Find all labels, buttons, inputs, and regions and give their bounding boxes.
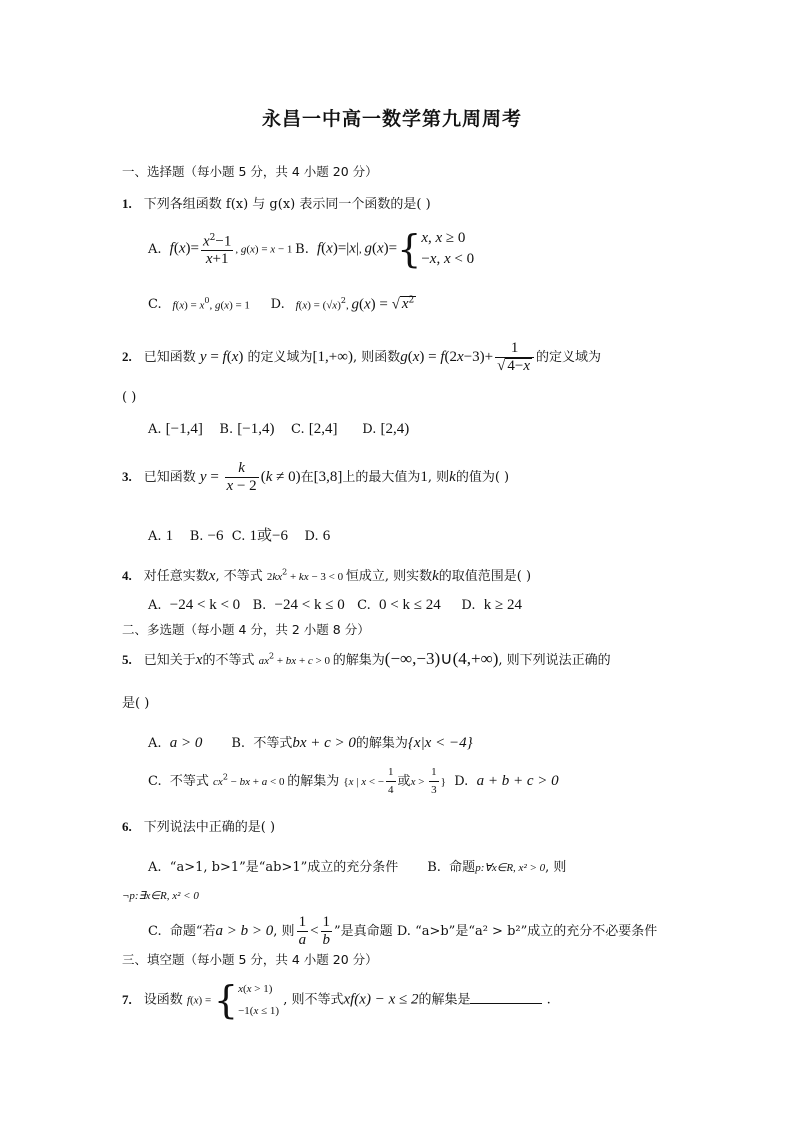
q1-a-formula: f xyxy=(169,240,174,257)
option-a-label: A. xyxy=(148,241,162,257)
question-number: 6. xyxy=(122,819,132,834)
question-2: 2. 已知函数 y = f(x) 的定义域为[1,+∞), 则函数g(x) = f(2x−3)+ $\frac{1}{√ 4-x}$ 的定义域为 xyxy=(122,340,602,374)
question-3: 3. 已知函数 y = $\frac{k}{x - 2}$ (k ≠ 0)在[3,8]上的最大值为1, 则k的值为( ) xyxy=(122,460,510,494)
option-b-value: −24 < k ≤ 0 xyxy=(274,597,345,613)
question-text: 已知函数 xyxy=(143,350,196,365)
option-a-label: A. xyxy=(148,598,162,613)
option-c-label: C. xyxy=(231,529,246,544)
option-d-label: D. xyxy=(270,297,285,313)
question-number: 3. xyxy=(122,469,132,484)
option-b-value: [−1,4) xyxy=(237,421,275,437)
option-a-value: a > 0 xyxy=(169,735,203,751)
option-d-label: D. xyxy=(362,422,377,437)
q6-options-ab: A. “a>1, b>1”是“ab>1”成立的充分条件 B. 命题p:∀x∈R, x² > 0, 则 xyxy=(148,860,567,875)
option-d-value: a + b + c > 0 xyxy=(476,773,559,789)
option-b-label: B. xyxy=(219,422,234,437)
question-5: 5. 已知关于x的不等式 $ax^2$ + bx + c > 0 的解集为(−∞,−3)∪(4,+∞), 则下列说法正确的 xyxy=(122,649,611,668)
question-number: 1. xyxy=(122,196,132,211)
question-text: 已知函数 xyxy=(143,470,196,485)
option-a-text: “a>1, b>1”是“ab>1”成立的充分条件 xyxy=(169,860,399,875)
question-4: 4. 对任意实数x, 不等式 $2kx^2$ + kx − 3 < 0 恒成立, 则实数k的取值范围是( ) xyxy=(122,567,532,584)
option-b-value: −6 xyxy=(207,528,224,544)
question-text: 设函数 xyxy=(143,992,183,1008)
option-c-value: 1或−6 xyxy=(249,528,288,544)
q5-continuation: 是( ) xyxy=(122,696,150,711)
q1-options-ab: A. f(x)= $\frac{x^2-1}{x+1}$ , g(x) = x − 1 B. f(x)=|x|, g(x)={x, x ≥ 0 −x, x < 0 xyxy=(148,227,475,271)
option-c-label: C. xyxy=(357,598,371,613)
q6-options-cd: C. 命题“若a > b > 0, 则 $\frac{1}{a}$ < $\frac{1}{b}$ ”是真命题 D. “a>b”是“a² > b²”成立的充分不必要条件 xyxy=(148,914,658,948)
option-c-value: 0 < k ≤ 24 xyxy=(379,597,441,613)
option-d-value: 6 xyxy=(322,528,331,544)
question-text: 下列各组函数 f(x) 与 g(x) 表示同一个函数的是( ) xyxy=(143,197,431,212)
answer-blank[interactable] xyxy=(470,991,542,1004)
q1-options-cd: C. $f(x) = x^0$, g(x) = 1 D. $f(x) = (√x)^2$, g(x) = √ $x^2$ xyxy=(148,296,415,313)
question-number: 7. xyxy=(122,991,132,1007)
option-a-value: −24 < k < 0 xyxy=(169,597,241,613)
option-c-label: C. xyxy=(148,924,162,939)
option-c-label: C. xyxy=(148,297,162,313)
option-d-label: D. xyxy=(304,529,319,544)
q6-option-b-negation: ¬p:∃x∈R, x² < 0 xyxy=(122,890,199,902)
option-d-label: D. xyxy=(461,598,476,613)
question-number: 2. xyxy=(122,349,132,364)
option-d-text: “a>b”是“a² > b²”成立的充分不必要条件 xyxy=(415,924,658,939)
question-text: 下列说法中正确的是( ) xyxy=(143,820,276,835)
option-a-value: 1 xyxy=(165,528,174,544)
question-text: 对任意实数 xyxy=(143,569,209,584)
option-a-label: A. xyxy=(148,422,162,437)
q5-options-ab: A. a > 0 B. 不等式bx + c > 0的解集为{x|x < −4} xyxy=(148,735,473,751)
option-a-label: A. xyxy=(148,860,162,875)
page-title: 永昌一中高一数学第九周周考 xyxy=(262,108,523,130)
option-c-label: C. xyxy=(290,422,305,437)
q2-options xyxy=(148,421,409,438)
question-1 xyxy=(122,193,431,212)
option-b-label: B. xyxy=(252,598,267,613)
option-b-label: B. xyxy=(189,529,204,544)
option-b-label: B. xyxy=(231,736,246,751)
option-d-label: D. xyxy=(454,774,469,789)
q3-options xyxy=(148,524,330,545)
option-b-label: B. xyxy=(427,860,441,875)
option-b-label: B. xyxy=(295,241,309,257)
option-a-label: A. xyxy=(148,736,162,751)
option-a-label: A. xyxy=(148,529,162,544)
section-heading-2: 二、多选题（每小题 4 分，共 2 小题 8 分） xyxy=(122,622,370,637)
option-d-label: D. xyxy=(396,924,411,939)
question-number: 5. xyxy=(122,652,132,667)
q2-paren: ( ) xyxy=(122,390,137,405)
question-number: 4. xyxy=(122,568,132,583)
question-7: 7. 设函数 f(x) = {x(x > 1) −1(x ≤ 1) , 则不等式xf(x) − x ≤ 2的解集是 . xyxy=(122,978,551,1022)
option-c-value: [2,4] xyxy=(308,421,338,437)
q5-options-cd: C. 不等式 $cx^2$ − bx + a < 0 的解集为 {x | x < − $\frac{1}{4}$ 或x > $\frac{1}{3}$ } D. a + b + c > 0 xyxy=(148,766,559,796)
question-6 xyxy=(122,816,275,835)
section-heading-3: 三、填空题（每小题 5 分，共 4 小题 20 分） xyxy=(122,952,378,967)
section-heading-1: 一、选择题（每小题 5 分，共 4 小题 20 分） xyxy=(122,164,378,179)
option-d-value: [2,4) xyxy=(380,421,410,437)
q4-options xyxy=(148,597,522,614)
option-a-value: [−1,4] xyxy=(165,421,203,437)
option-d-value: k ≥ 24 xyxy=(483,597,522,613)
option-c-label: C. xyxy=(148,774,162,789)
question-text: 已知关于 xyxy=(143,653,196,668)
